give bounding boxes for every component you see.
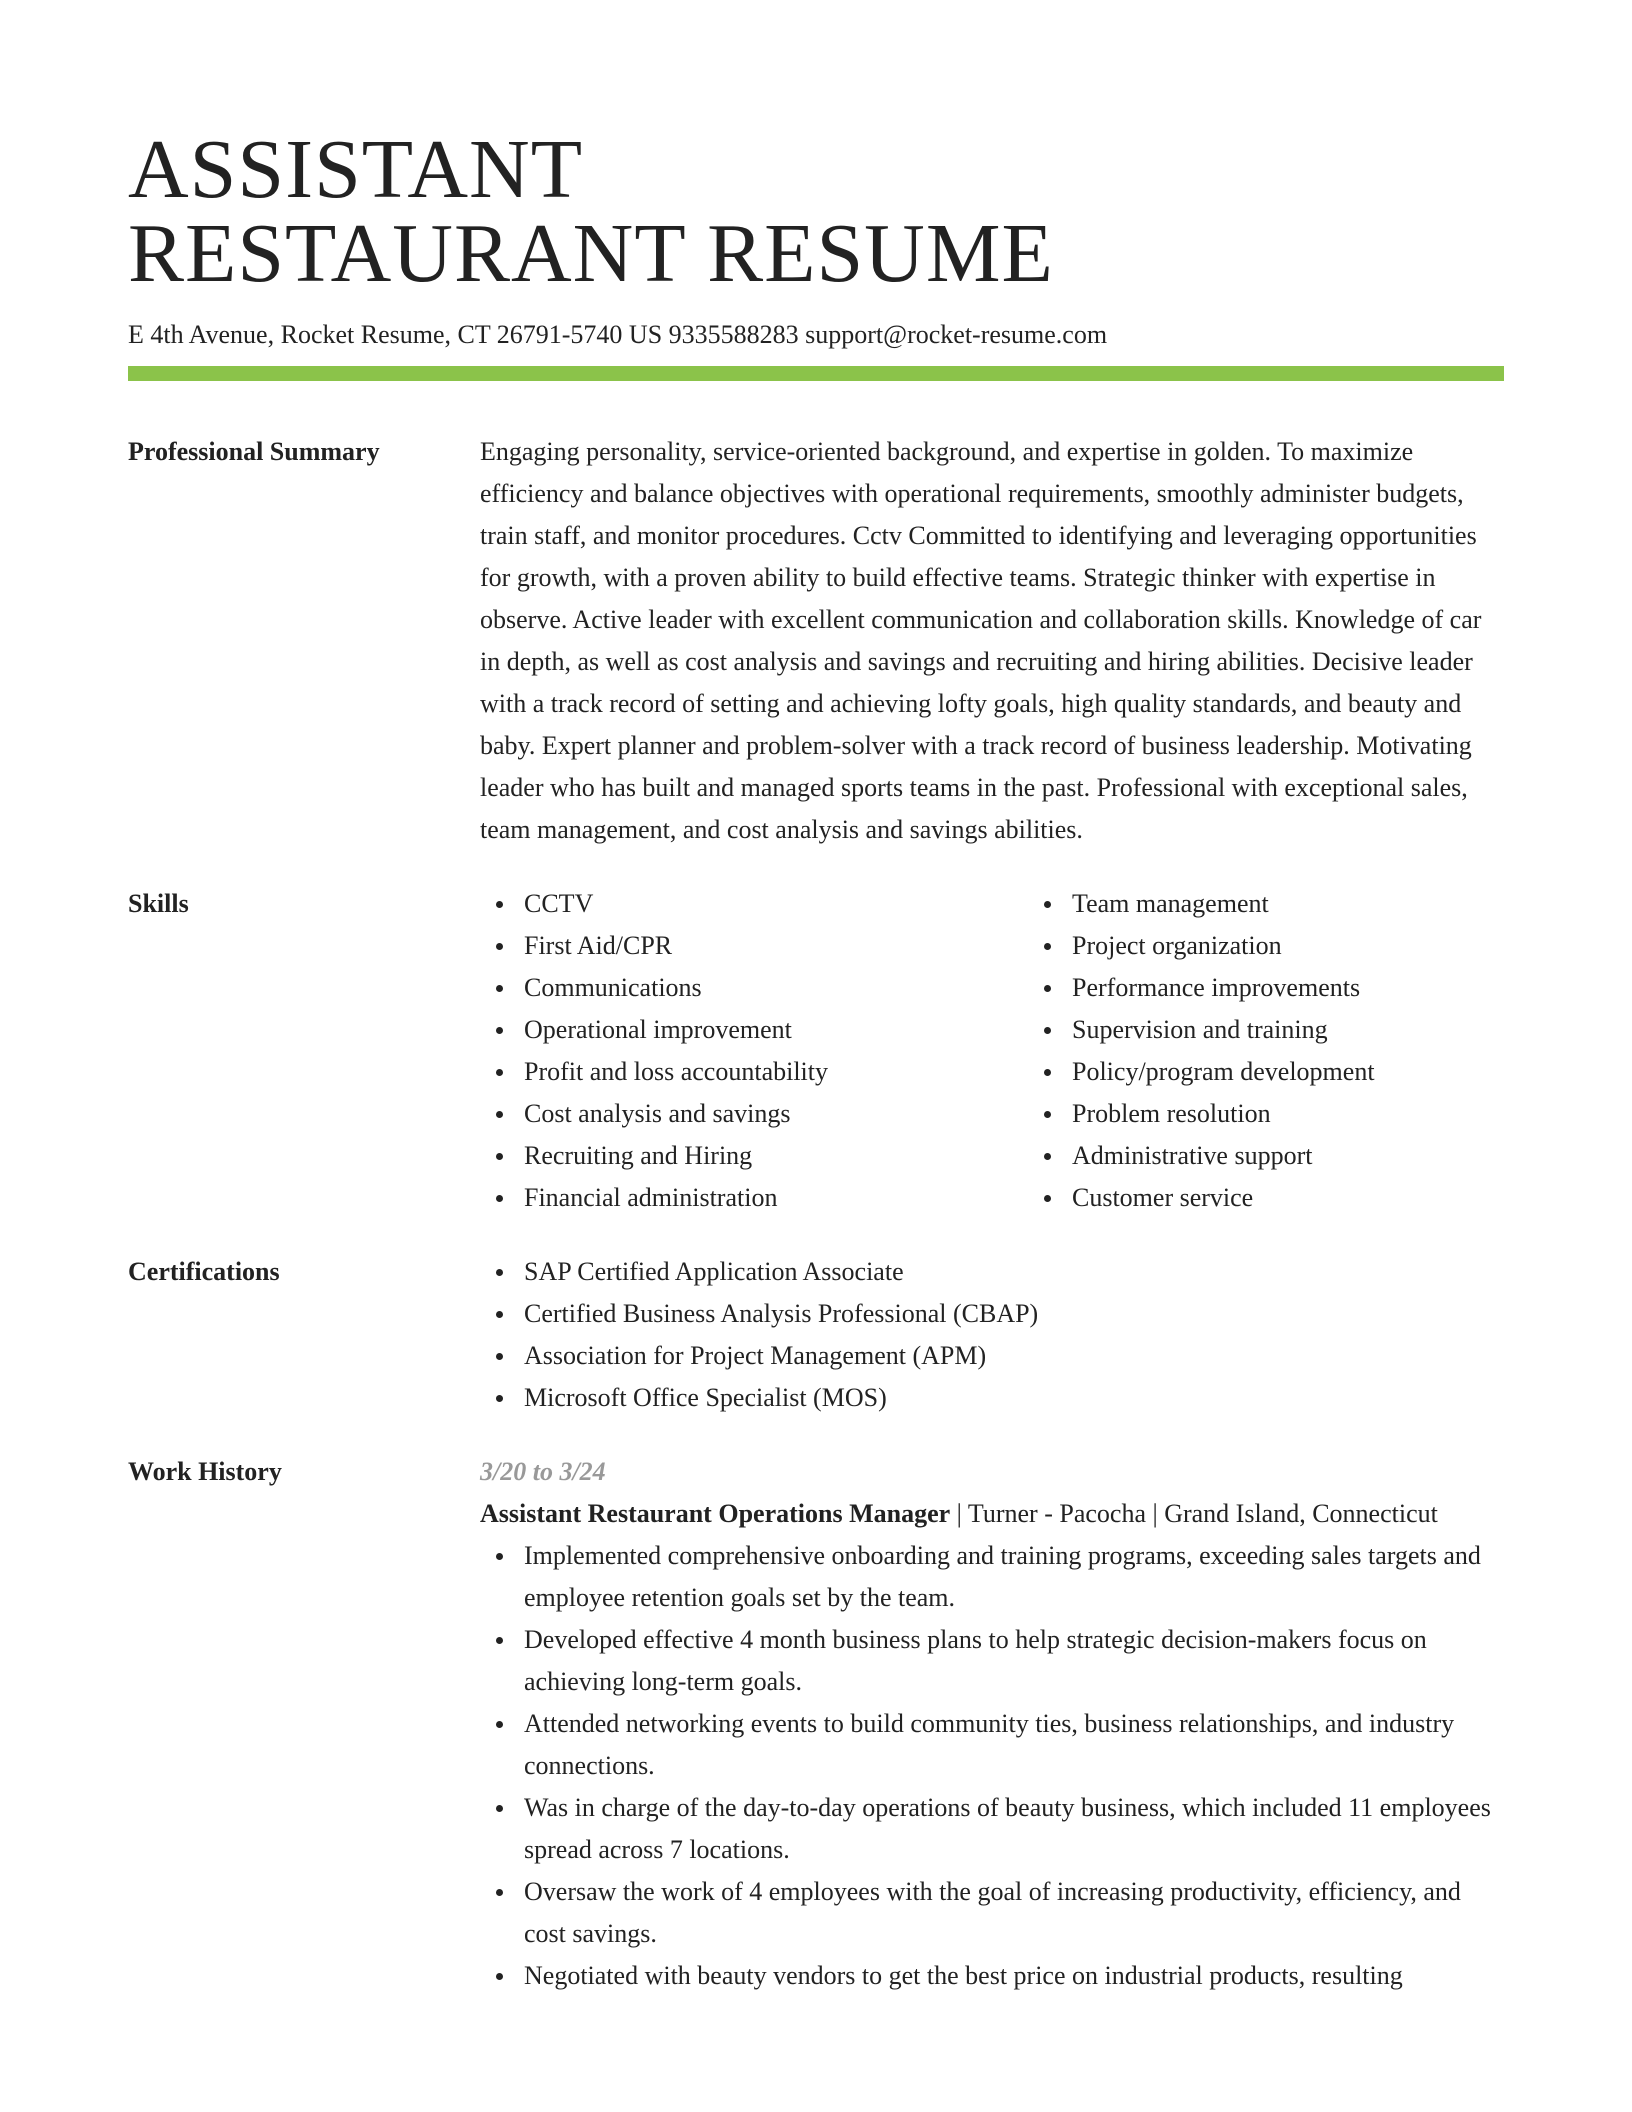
job-dates: 3/20 to 3/24 bbox=[480, 1457, 606, 1486]
section-label: Work History bbox=[128, 1457, 282, 1486]
certification-item: SAP Certified Application Associate bbox=[524, 1251, 1504, 1293]
skill-item: Customer service bbox=[1072, 1177, 1576, 1219]
section-label: Skills bbox=[128, 889, 189, 918]
skill-item: Supervision and training bbox=[1072, 1009, 1576, 1051]
skill-item: Team management bbox=[1072, 883, 1576, 925]
skill-item: Project organization bbox=[1072, 925, 1576, 967]
skill-item: Problem resolution bbox=[1072, 1093, 1576, 1135]
skill-item: Cost analysis and savings bbox=[524, 1093, 1028, 1135]
title-line-2: RESTAURANT RESUME bbox=[128, 207, 1054, 300]
skill-item: Communications bbox=[524, 967, 1028, 1009]
job-bullets bbox=[480, 1535, 1504, 1997]
title-line-1: ASSISTANT bbox=[128, 123, 584, 216]
resume-page bbox=[128, 0, 1504, 1997]
section-label: Professional Summary bbox=[128, 437, 380, 466]
section-label: Certifications bbox=[128, 1257, 280, 1286]
skills-column-1 bbox=[480, 883, 1028, 1219]
certification-item: Certified Business Analysis Professional (CBAP) bbox=[524, 1293, 1504, 1335]
certifications-section bbox=[128, 1251, 1504, 1419]
skill-item: Operational improvement bbox=[524, 1009, 1028, 1051]
skill-item: Profit and loss accountability bbox=[524, 1051, 1028, 1093]
job-bullet: Negotiated with beauty vendors to get the best price on industrial products, resulting bbox=[524, 1955, 1504, 1997]
certification-item: Microsoft Office Specialist (MOS) bbox=[524, 1377, 1504, 1419]
work-history-section bbox=[128, 1451, 1504, 1997]
job-bullet: Oversaw the work of 4 employees with the goal of increasing productivity, efficiency, and cost savings. bbox=[524, 1871, 1504, 1955]
contact-info: E 4th Avenue, Rocket Resume, CT 26791-5740 US 9335588283 support@rocket-resume.com bbox=[128, 320, 1108, 349]
job-bullet: Implemented comprehensive onboarding and training programs, exceeding sales targets and employee retention goals set by the team. bbox=[524, 1535, 1504, 1619]
accent-divider bbox=[128, 366, 1504, 381]
skill-item: Financial administration bbox=[524, 1177, 1028, 1219]
skills-section bbox=[128, 883, 1504, 1219]
skills-column-2 bbox=[1028, 883, 1576, 1219]
skill-item: Recruiting and Hiring bbox=[524, 1135, 1028, 1177]
resume-title bbox=[128, 123, 1504, 300]
skill-item: CCTV bbox=[524, 883, 1028, 925]
job-details: | Turner - Pacocha | Grand Island, Connecticut bbox=[950, 1499, 1438, 1528]
certifications-list bbox=[480, 1251, 1504, 1419]
summary-text: Engaging personality, service-oriented background, and expertise in golden. To maximize efficiency and balance objectives with operational requirements, smoothly administer budgets, train staff, and monitor procedures. Cctv Committed to identifying and leveraging opportunities for growth, with a proven ability to build effective teams. Strategic thinker with expertise in observe. Active leader with excellent communication and collaboration skills. Knowledge of car in depth, as well as cost analysis and savings and recruiting and hiring abilities. Decisive leader with a track record of setting and achieving lofty goals, high quality standards, and beauty and baby. Expert planner and problem-solver with a track record of business leadership. Motivating leader who has built and managed sports teams in the past. Professional with exceptional sales, team management, and cost analysis and savings abilities. bbox=[480, 437, 1482, 844]
job-title: Assistant Restaurant Operations Manager bbox=[480, 1499, 951, 1528]
job-heading bbox=[480, 1493, 1504, 1535]
skill-item: Administrative support bbox=[1072, 1135, 1576, 1177]
skills-columns bbox=[480, 883, 1576, 1219]
skill-item: Policy/program development bbox=[1072, 1051, 1576, 1093]
job-bullet: Developed effective 4 month business plans to help strategic decision-makers focus on achieving long-term goals. bbox=[524, 1619, 1504, 1703]
skill-item: First Aid/CPR bbox=[524, 925, 1028, 967]
job-bullet: Attended networking events to build community ties, business relationships, and industry connections. bbox=[524, 1703, 1504, 1787]
work-history-body bbox=[480, 1451, 1504, 1997]
certifications-body bbox=[480, 1251, 1504, 1419]
certification-item: Association for Project Management (APM) bbox=[524, 1335, 1504, 1377]
job-bullet: Was in charge of the day-to-day operations of beauty business, which included 11 employees spread across 7 locations. bbox=[524, 1787, 1504, 1871]
summary-section bbox=[128, 431, 1504, 851]
skill-item: Performance improvements bbox=[1072, 967, 1576, 1009]
